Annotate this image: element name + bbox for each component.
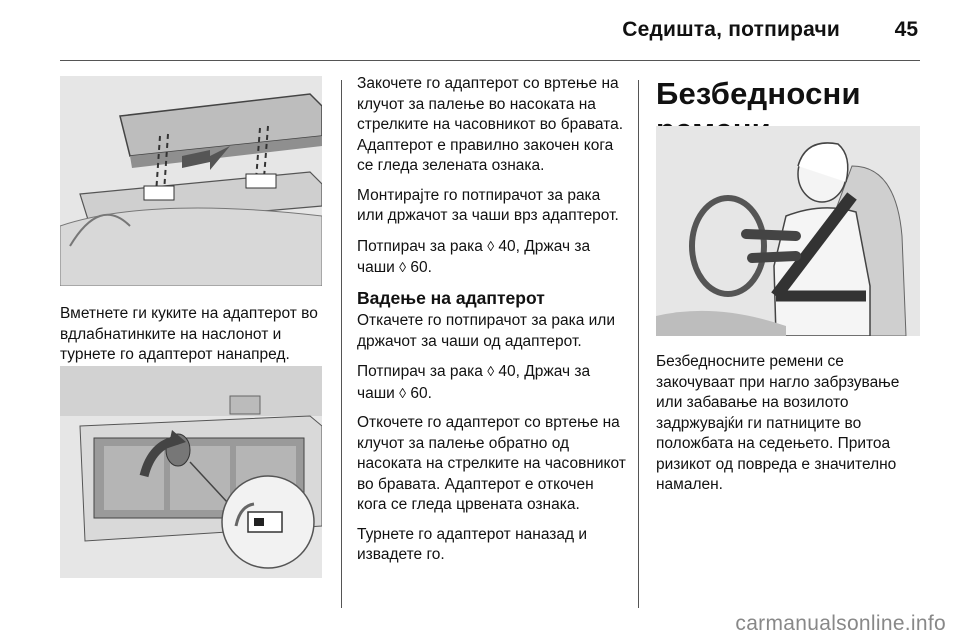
paragraph-mount-armrest: Монтирајте го потпирачот за рака или држачот за чаши врз адаптерот. [357, 186, 619, 224]
header-divider [60, 60, 920, 61]
figure-adapter-lock [60, 366, 322, 578]
paragraph-unlock-adapter: Откочете го адаптерот со вртење на клучот за палење обратно од насоката на стрелките на часовникот во бравата. Адаптерот е откочен кога се гледа црвената ознака. [357, 414, 626, 513]
paragraph-reference-2: Потпирач за рака ◊ 40, Држач за чаши ◊ 60. [357, 363, 591, 402]
paragraph-seatbelts-intro: Безбедносните ремени се закочуваат при нагло забрзување или забавање на возилото задржувајќи ги патниците во положбата на седењето. Притоа ризикот од повреда е значително намален. [656, 353, 900, 493]
subheading-remove-adapter: Вадење на адаптерот [357, 287, 545, 308]
figure-adapter-hooks [60, 76, 322, 286]
ref-page-armrest: 40 [498, 363, 516, 380]
ref-page-cupholder: 60 [410, 259, 428, 276]
ref-text-cupholder: , Држач за чаши [357, 363, 591, 402]
figure-seatbelt-driver [656, 126, 920, 336]
page-number: 45 [894, 18, 918, 41]
caption-figure-1: Вметнете ги куките на адаптерот во вдлабнатинките на наслонот и турнете го адаптерот нанапред. [60, 305, 318, 363]
column-divider-2 [638, 80, 639, 608]
reference-arrow-icon: ◊ [487, 237, 495, 254]
paragraph-lock-adapter: Закочете го адаптерот со вртење на клучот за палење во насоката на стрелките на часовникот во бравата. Адаптерот е правилно закочен кога се гледа зелената ознака. [357, 75, 624, 174]
ref-text-cupholder: , Држач за чаши [357, 237, 591, 276]
column-divider-1 [341, 80, 342, 608]
paragraph-detach-armrest: Откачете го потпирачот за рака или држачот за чаши од адаптерот. [357, 312, 615, 350]
reference-arrow-icon: ◊ [487, 363, 495, 379]
section-heading-seatbelts: Безбедносни [656, 76, 861, 111]
ref-page-cupholder: 60 [410, 384, 428, 402]
ref-text-armrest: Потпирач за рака [357, 363, 483, 380]
ref-text-armrest: Потпирач за рака [357, 237, 483, 255]
column-2-text [357, 74, 627, 575]
watermark: carmanualsonline.info [735, 612, 946, 635]
paragraph-reference-1: Потпирач за рака ◊ 40, Држач за чаши ◊ 60. [357, 237, 591, 276]
reference-arrow-icon: ◊ [399, 384, 407, 401]
page-header [0, 0, 960, 62]
column-3-text [656, 352, 926, 505]
ref-page-armrest: 40 [498, 237, 516, 255]
header-title: Седишта, потпирачи [622, 18, 840, 41]
reference-arrow-icon: ◊ [399, 259, 407, 275]
paragraph-push-adapter: Турнете го адаптерот наназад и извадете го. [357, 525, 588, 563]
